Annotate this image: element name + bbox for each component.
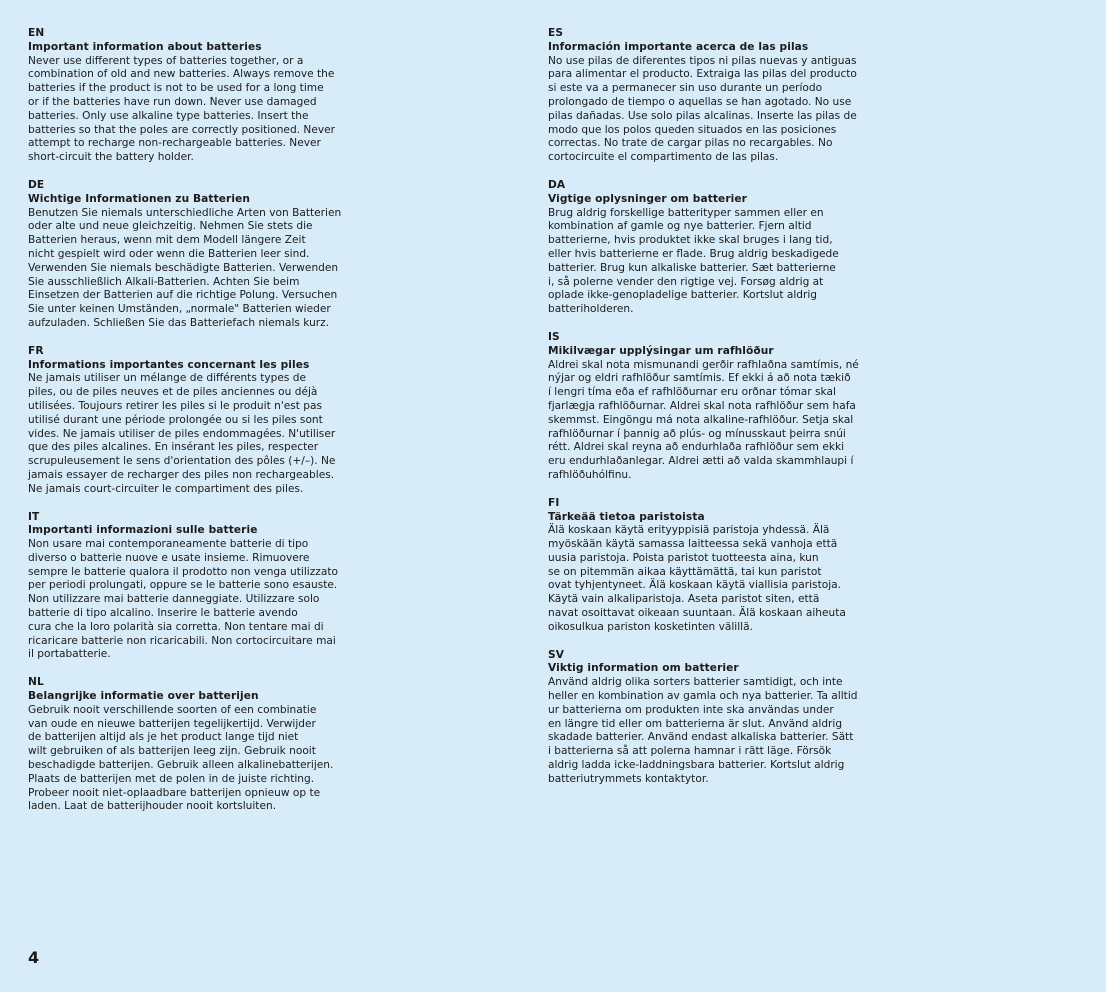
body-text-line: Gebruik nooit verschillende soorten of een combinatie: [28, 703, 317, 716]
body-text-line: batterier. Brug kun alkaliske batterier. Sæt batterierne: [548, 261, 836, 274]
body-text-line: myöskään käytä samassa laitteessa sekä vanhoja että: [548, 538, 838, 551]
body-text-line: aufzuladen. Schließen Sie das Batteriefach niemals kurz.: [28, 316, 330, 329]
body-text-line: Einsetzen der Batterien auf die richtige Polung. Versuchen: [28, 289, 338, 302]
body-text-line: en längre tid eller om batterierna är slut. Använd aldrig: [548, 717, 843, 730]
section-heading: Informations importantes concernant les piles: [28, 358, 310, 371]
body-text-line: cura che la loro polarità sia corretta. Non tentare mai di: [28, 620, 324, 633]
body-text-line: fjarlægja rafhlöðurnar. Aldrei skal nota rafhlöður sem hafa: [548, 399, 856, 412]
language-section-en: [28, 27, 373, 165]
section-heading: Importanti informazioni sulle batterie: [28, 524, 258, 537]
body-text-line: eru endurhlaðanlegar. Aldrei ætti að valda skammhlaupi í: [548, 455, 854, 468]
body-text-line: nicht gespielt wird oder wenn die Batterien leer sind.: [28, 247, 310, 260]
body-text-line: navat osoittavat oikeaan suuntaan. Älä koskaan aiheuta: [548, 607, 846, 620]
body-text-line: de batterijen altijd als je het product lange tijd niet: [28, 731, 299, 744]
language-section-fr: [28, 345, 373, 497]
section-heading: Wichtige Informationen zu Batterien: [28, 192, 251, 205]
body-text-line: skemmst. Eingöngu má nota alkaline-rafhlöður. Setja skal: [548, 413, 854, 426]
body-text-line: aldrig ladda icke-laddningsbara batterier. Kortslut aldrig: [548, 759, 845, 772]
section-heading: Vigtige oplysninger om batterier: [548, 192, 747, 205]
body-text-line: jamais essayer de recharger des piles non rechargeables.: [28, 468, 335, 481]
body-text-line: attempt to recharge non-rechargeable batteries. Never: [28, 137, 321, 150]
body-text-line: que des piles alcalines. En insérant les piles, respecter: [28, 441, 319, 454]
body-text-line: batterie di tipo alcalino. Inserire le batterie avendo: [28, 607, 298, 620]
language-section-is: [548, 331, 893, 483]
language-code: FI: [548, 496, 560, 509]
body-text-line: rafhlöðurnar í þannig að plús- og mínusskaut þeirra snúi: [548, 427, 846, 440]
body-text-line: scrupuleusement le sens d'orientation des pôles (+/–). Ne: [28, 455, 336, 468]
body-text-line: ovat tyhjentyneet. Älä koskaan käytä viallisia paristoja.: [548, 579, 842, 592]
section-heading: Tärkeää tietoa paristoista: [548, 510, 705, 523]
body-text-line: heller en kombination av gamla och nya batterier. Ta alltid: [548, 690, 858, 703]
language-section-da: [548, 179, 893, 317]
section-heading: Viktig information om batterier: [548, 662, 739, 675]
language-code: DE: [28, 178, 45, 191]
body-text-line: para alimentar el producto. Extraiga las pilas del producto: [548, 68, 857, 81]
body-text-line: sempre le batterie qualora il prodotto non venga utilizzato: [28, 565, 338, 578]
body-text-line: oder alte und neue gleichzeitig. Nehmen Sie stets die: [28, 220, 313, 233]
language-section-de: [28, 179, 373, 331]
body-text-line: Sie ausschließlich Alkali-Batterien. Achten Sie beim: [28, 275, 300, 288]
language-code: DA: [548, 178, 566, 191]
body-text-line: van oude en nieuwe batterijen tegelijkertijd. Verwijder: [28, 717, 316, 730]
body-text-line: skadade batterier. Använd endast alkaliska batterier. Sätt: [548, 731, 854, 744]
body-text-line: si este va a permanecer sin uso durante un período: [548, 82, 823, 95]
language-section-it: [28, 511, 373, 663]
body-text-line: se on pitemmän aikaa käyttämättä, tai kun paristot: [548, 565, 822, 578]
body-text-line: batteries if the product is not to be used for a long time: [28, 82, 324, 95]
section-heading: Información importante acerca de las pilas: [548, 40, 809, 53]
body-text-line: batterierne, hvis produktet ikke skal bruges i lang tid,: [548, 234, 833, 247]
body-text-line: laden. Laat de batterijhouder nooit kortsluiten.: [28, 800, 277, 813]
body-text-line: modo que los polos queden situados en las posiciones: [548, 123, 837, 136]
body-text-line: beschadigde batterijen. Gebruik alleen alkalinebatterijen.: [28, 759, 334, 772]
body-text-line: or if the batteries have run down. Never use damaged: [28, 95, 317, 108]
language-section-es: [548, 27, 893, 165]
body-text-line: rétt. Aldrei skal reyna að endurhlaða rafhlöður sem ekki: [548, 441, 845, 454]
language-code: NL: [28, 676, 44, 689]
body-text-line: Brug aldrig forskellige batterityper sammen eller en: [548, 206, 824, 219]
body-text-line: Använd aldrig olika sorters batterier samtidigt, och inte: [548, 676, 843, 689]
body-text-line: Probeer nooit niet-oplaadbare batterijen opnieuw op te: [28, 786, 321, 799]
body-text-line: ur batterierna om produkten inte ska användas under: [548, 703, 834, 716]
page-number: 4: [28, 948, 40, 967]
body-text-line: Non utilizzare mai batterie danneggiate. Utilizzare solo: [28, 593, 320, 606]
body-text-line: No use pilas de diferentes tipos ni pilas nuevas y antiguas: [548, 54, 857, 67]
body-text-line: oikosulkua pariston kosketinten välillä.: [548, 620, 753, 633]
body-text-line: Plaats de batterijen met de polen in de juiste richting.: [28, 772, 315, 785]
section-heading: Mikilvægar upplýsingar um rafhlöður: [548, 344, 774, 357]
body-text-line: Non usare mai contemporaneamente batterie di tipo: [28, 538, 309, 551]
body-text-line: kombination af gamle og nye batterier. Fjern altid: [548, 220, 812, 233]
body-text-line: batteriholderen.: [548, 303, 634, 316]
body-text-line: prolongado de tiempo o aquellas se han agotado. No use: [548, 95, 852, 108]
body-text-line: Ne jamais court-circuiter le compartiment des piles.: [28, 482, 304, 495]
body-text-line: batteries. Only use alkaline type batteries. Insert the: [28, 109, 309, 122]
body-text-line: uusia paristoja. Poista paristot tuotteesta aina, kun: [548, 551, 819, 564]
section-heading: Important information about batteries: [28, 40, 262, 53]
body-text-line: cortocircuite el compartimento de las pilas.: [548, 151, 779, 164]
body-text-line: ricaricare batterie non ricaricabili. Non cortocircuitare mai: [28, 634, 336, 647]
language-section-sv: [548, 649, 893, 787]
body-text-line: rafhlöðuhólfinu.: [548, 468, 632, 481]
language-code: SV: [548, 648, 565, 661]
body-text-line: wilt gebruiken of als batterijen leeg zijn. Gebruik nooit: [28, 745, 316, 758]
body-text-line: vides. Ne jamais utiliser de piles endommagées. N'utiliser: [28, 427, 336, 440]
section-heading: Belangrijke informatie over batterijen: [28, 690, 259, 703]
body-text-line: pilas dañadas. Use solo pilas alcalinas. Inserte las pilas de: [548, 109, 857, 122]
body-text-line: Verwenden Sie niemals beschädigte Batterien. Verwenden: [28, 261, 339, 274]
body-text-line: í lengri tíma eða ef rafhlöðurnar eru orðnar tómar skal: [548, 386, 836, 399]
left-column: [28, 27, 373, 814]
language-code: IT: [28, 510, 40, 523]
body-text-line: piles, ou de piles neuves et de piles anciennes ou déjà: [28, 386, 318, 399]
body-text-line: correctas. No trate de cargar pilas no recargables. No: [548, 137, 833, 150]
language-code: EN: [28, 27, 45, 39]
body-text-line: Älä koskaan käytä erityyppisiä paristoja yhdessä. Älä: [548, 524, 830, 537]
body-text-line: Aldrei skal nota mismunandi gerðir rafhlaðna samtímis, né: [548, 358, 859, 371]
body-text-line: short-circuit the battery holder.: [28, 151, 194, 164]
body-text-line: Sie unter keinen Umständen, „normale" Batterien wieder: [28, 303, 331, 316]
body-text-line: eller hvis batterierne er flade. Brug aldrig beskadigede: [548, 247, 839, 260]
language-section-fi: [548, 497, 893, 635]
body-text-line: Käytä vain alkaliparistoja. Aseta paristot siten, että: [548, 593, 820, 606]
language-section-nl: [28, 676, 373, 814]
body-text-line: Never use different types of batteries together, or a: [28, 54, 304, 67]
body-text-line: i, så polerne vender den rigtige vej. Forsøg aldrig at: [548, 275, 824, 288]
body-text-line: batteriutrymmets kontaktytor.: [548, 772, 709, 785]
language-code: ES: [548, 27, 564, 39]
body-text-line: batteries so that the poles are correctly positioned. Never: [28, 123, 335, 136]
body-text-line: utilisées. Toujours retirer les piles si le produit n'est pas: [28, 399, 323, 412]
body-text-line: Batterien heraus, wenn mit dem Modell längere Zeit: [28, 234, 306, 247]
body-text-line: oplade ikke-genopladelige batterier. Kortslut aldrig: [548, 289, 818, 302]
body-text-line: combination of old and new batteries. Always remove the: [28, 68, 335, 81]
body-text-line: diverso o batterie nuove e usate insieme. Rimuovere: [28, 551, 310, 564]
body-text-line: i batterierna så att polerna hamnar i rätt läge. Försök: [548, 745, 832, 758]
body-text-line: Benutzen Sie niemals unterschiedliche Arten von Batterien: [28, 206, 342, 219]
body-text-line: utilisé durant une période prolongée ou si les piles sont: [28, 413, 323, 426]
language-code: FR: [28, 344, 44, 357]
body-text-line: per periodi prolungati, oppure se le batterie sono esauste.: [28, 579, 338, 592]
body-text-line: nýjar og eldri rafhlöður samtímis. Ef ekki á að nota tækið: [548, 372, 851, 385]
body-text-line: il portabatterie.: [28, 648, 111, 661]
right-column: [548, 27, 893, 787]
language-code: IS: [548, 330, 560, 343]
body-text-line: Ne jamais utiliser un mélange de différents types de: [28, 372, 307, 385]
